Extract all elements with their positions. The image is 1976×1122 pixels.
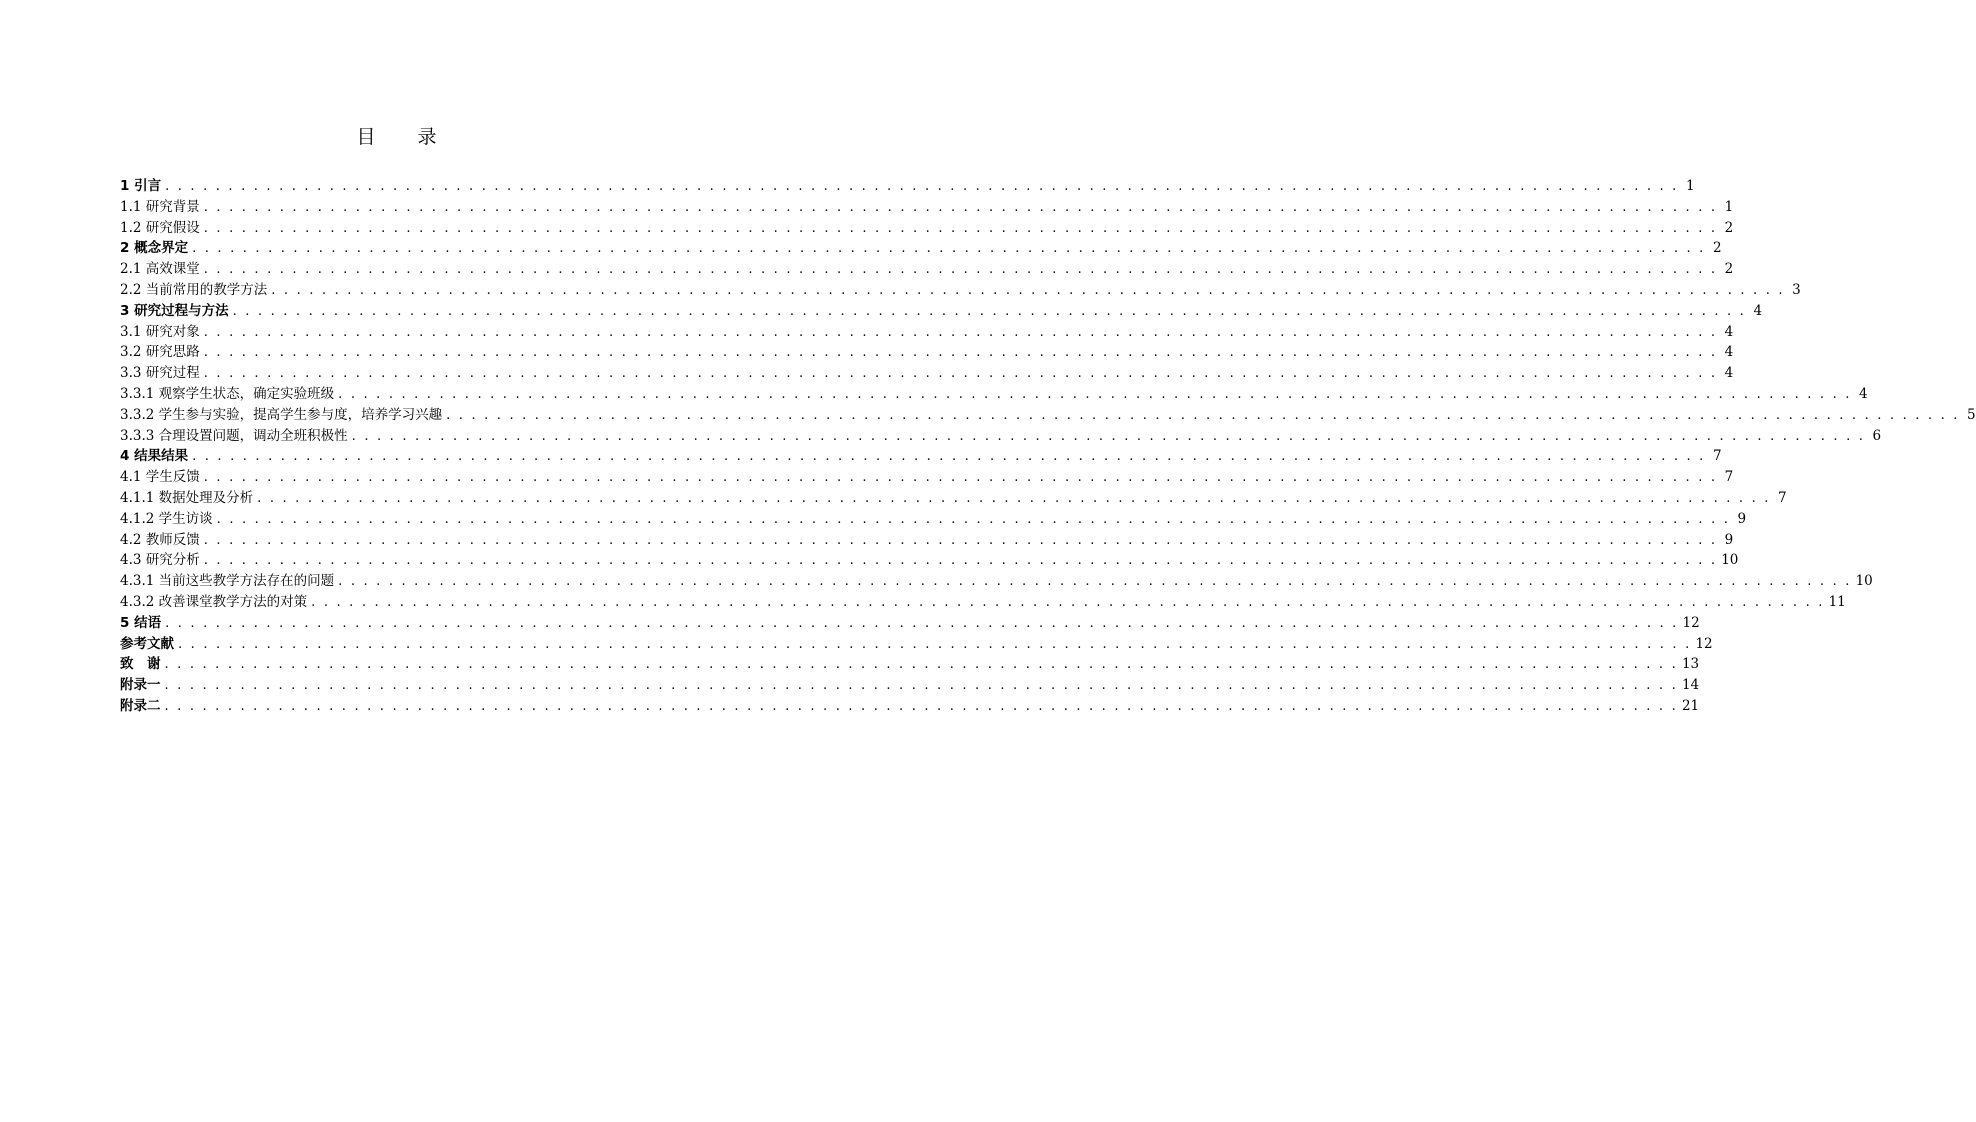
toc-entry-page: 2 (1724, 219, 1734, 236)
toc-entry-page: 7 (1712, 448, 1722, 465)
toc-entry-label: 4.1 学生反馈 (120, 469, 200, 486)
toc-entry-label: 3.2 研究思路 (120, 344, 200, 361)
toc-entry-page: 7 (1778, 489, 1787, 506)
toc-entry[interactable] (120, 467, 1734, 488)
toc-entry[interactable] (120, 446, 1722, 467)
toc-entry-page: 12 (1682, 614, 1700, 631)
toc-entry[interactable] (120, 259, 1734, 280)
toc-leader-dots: . . . . . . . . . . . . . . . . . . . . . . . . . . . . . . . . . . . . . . . . . . . . . . . . . . . . . . . . . . . . . . . . . . . . . . . . . . . . . . . . . . . . . . . . . . . . . . . . . . . . . . . . . . . . . . . . . . . . . . . . (165, 615, 1679, 631)
toc-leader-dots: . . . . . . . . . . . . . . . . . . . . . . . . . . . . . . . . . . . . . . . . . . . . . . . . . . . . . . . . . . . . . . . . . . . . . . . . . . . . . . . . . . . . . . . . . . . . . . . . . . . . . . . . . . . . . . . . . . . . . . . . (203, 553, 1718, 569)
toc-leader-dots: . . . . . . . . . . . . . . . . . . . . . . . . . . . . . . . . . . . . . . . . . . . . . . . . . . . . . . . . . . . . . . . . . . . . . . . . . . . . . . . . . . . . . . . . . . . . . . . . . . . . . . . . . . . . . . . . . . . . . . . . (164, 698, 1678, 714)
toc-entry-label: 2.1 高效课堂 (120, 261, 200, 278)
toc-entry-page: 10 (1855, 573, 1873, 590)
toc-entry-label: 3.3.2 学生参与实验，提高学生参与度，培养学习兴趣 (120, 406, 443, 423)
toc-entry-label: 3 研究过程与方法 (120, 302, 229, 319)
toc-entry-page: 5 (1966, 406, 1976, 423)
toc-entry[interactable] (120, 592, 1846, 613)
toc-entry-page: 2 (1712, 240, 1722, 257)
toc-entry-page: 13 (1681, 656, 1700, 673)
toc-entry-label: 4.3.1 当前这些教学方法存在的问题 (120, 573, 335, 590)
toc-entry-label: 3.3 研究过程 (120, 365, 200, 382)
toc-entry-page: 4 (1724, 365, 1734, 382)
toc-leader-dots: . . . . . . . . . . . . . . . . . . . . . . . . . . . . . . . . . . . . . . . . . . . . . . . . . . . . . . . . . . . . . . . . . . . . . . . . . . . . . . . . . . . . . . . . . . . . . . . . . . . . . . . . . . . . . . . . . . . . . . . . (203, 532, 1718, 548)
toc-leader-dots: . . . . . . . . . . . . . . . . . . . . . . . . . . . . . . . . . . . . . . . . . . . . . . . . . . . . . . . . . . . . . . . . . . . . . . . . . . . . . . . . . . . . . . . . . . . . . . . . . . . . . . . . . . . . . . . . . . . . . . . . (164, 657, 1678, 673)
toc-entry-label: 5 结语 (120, 614, 162, 631)
toc-entry-label: 4.3.2 改善课堂教学方法的对策 (120, 593, 308, 610)
toc-entry-label: 附录一 (120, 677, 161, 694)
toc-entry-label: 4.1.2 学生访谈 (120, 510, 213, 527)
toc-leader-dots: . . . . . . . . . . . . . . . . . . . . . . . . . . . . . . . . . . . . . . . . . . . . . . . . . . . . . . . . . . . . . . . . . . . . . . . . . . . . . . . . . . . . . . . . . . . . . . . . . . . . . . . . . . . . . . . . . . . . . . . . (232, 303, 1747, 319)
toc-entry[interactable] (120, 634, 1713, 655)
toc-entry-label: 1.2 研究假设 (120, 219, 200, 236)
toc-entry[interactable] (120, 571, 1873, 592)
toc-entry[interactable] (120, 613, 1700, 634)
toc-entry-label: 4.2 教师反馈 (120, 531, 200, 548)
toc-entry[interactable] (120, 197, 1734, 218)
toc-entry[interactable] (120, 218, 1734, 239)
toc-entry-page: 4 (1859, 385, 1868, 402)
toc-entry-page: 21 (1681, 697, 1700, 714)
toc-entry-page: 4 (1724, 344, 1734, 361)
title-right: 录 (417, 126, 437, 148)
toc-entry[interactable] (120, 238, 1722, 259)
toc-entry-label: 3.1 研究对象 (120, 323, 200, 340)
toc-leader-dots: . . . . . . . . . . . . . . . . . . . . . . . . . . . . . . . . . . . . . . . . . . . . . . . . . . . . . . . . . . . . . . . . . . . . . . . . . . . . . . . . . . . . . . . . . . . . . . . . . . . . . . . . . . . . . . . . . . . . . . . . (446, 407, 1960, 423)
toc-leader-dots: . . . . . . . . . . . . . . . . . . . . . . . . . . . . . . . . . . . . . . . . . . . . . . . . . . . . . . . . . . . . . . . . . . . . . . . . . . . . . . . . . . . . . . . . . . . . . . . . . . . . . . . . . . . . . . . . . . . . . . . . (257, 490, 1771, 506)
toc-leader-dots: . . . . . . . . . . . . . . . . . . . . . . . . . . . . . . . . . . . . . . . . . . . . . . . . . . . . . . . . . . . . . . . . . . . . . . . . . . . . . . . . . . . . . . . . . . . . . . . . . . . . . . . . . . . . . . . . . . . . . . . . (338, 386, 1852, 402)
toc-entry-page: 1 (1685, 178, 1695, 194)
toc-entry-label: 4.1.1 数据处理及分析 (120, 489, 254, 506)
toc-leader-dots: . . . . . . . . . . . . . . . . . . . . . . . . . . . . . . . . . . . . . . . . . . . . . . . . . . . . . . . . . . . . . . . . . . . . . . . . . . . . . . . . . . . . . . . . . . . . . . . . . . . . . . . . . . . . . . . . . . . . . . . . (203, 262, 1718, 278)
toc-entry[interactable] (120, 675, 1700, 696)
toc-entry-page: 2 (1724, 261, 1734, 278)
toc-leader-dots: . . . . . . . . . . . . . . . . . . . . . . . . . . . . . . . . . . . . . . . . . . . . . . . . . . . . . . . . . . . . . . . . . . . . . . . . . . . . . . . . . . . . . . . . . . . . . . . . . . . . . . . . . . . . . . . . . . . . . . . . (203, 220, 1718, 236)
toc-entry-label: 2.2 当前常用的教学方法 (120, 281, 268, 298)
toc-leader-dots: . . . . . . . . . . . . . . . . . . . . . . . . . . . . . . . . . . . . . . . . . . . . . . . . . . . . . . . . . . . . . . . . . . . . . . . . . . . . . . . . . . . . . . . . . . . . . . . . . . . . . . . . . . . . . . . . . . . . . . . . (203, 324, 1718, 340)
toc-entry-label: 4.3 研究分析 (120, 552, 200, 569)
toc-entry[interactable] (120, 488, 1787, 509)
toc-entry-label: 2 概念界定 (120, 240, 189, 257)
toc-entry[interactable] (120, 363, 1734, 384)
toc-leader-dots: . . . . . . . . . . . . . . . . . . . . . . . . . . . . . . . . . . . . . . . . . . . . . . . . . . . . . . . . . . . . . . . . . . . . . . . . . . . . . . . . . . . . . . . . . . . . . . . . . . . . . . . . . . . . . . . . . . . . . . . . (271, 282, 1785, 298)
toc-leader-dots: . . . . . . . . . . . . . . . . . . . . . . . . . . . . . . . . . . . . . . . . . . . . . . . . . . . . . . . . . . . . . . . . . . . . . . . . . . . . . . . . . . . . . . . . . . . . . . . . . . . . . . . . . . . . . . . . . . . . . . . . (192, 241, 1706, 257)
toc-leader-dots: . . . . . . . . . . . . . . . . . . . . . . . . . . . . . . . . . . . . . . . . . . . . . . . . . . . . . . . . . . . . . . . . . . . . . . . . . . . . . . . . . . . . . . . . . . . . . . . . . . . . . . . . . . . . . . . . . . . . . . . . (203, 199, 1718, 215)
toc-leader-dots: . . . . . . . . . . . . . . . . . . . . . . . . . . . . . . . . . . . . . . . . . . . . . . . . . . . . . . . . . . . . . . . . . . . . . . . . . . . . . . . . . . . . . . . . . . . . . . . . . . . . . . . . . . . . . . . . . . . . . . . . (192, 449, 1706, 465)
toc-entry[interactable] (120, 176, 1695, 197)
toc-entry[interactable] (120, 280, 1801, 301)
toc-entry-label: 参考文献 (120, 635, 174, 652)
toc-entry-page: 7 (1724, 469, 1734, 486)
toc-leader-dots: . . . . . . . . . . . . . . . . . . . . . . . . . . . . . . . . . . . . . . . . . . . . . . . . . . . . . . . . . . . . . . . . . . . . . . . . . . . . . . . . . . . . . . . . . . . . . . . . . . . . . . . . . . . . . . . . . . . . . . . . (165, 179, 1679, 194)
toc-entry-label: 4 结果结果 (120, 448, 189, 465)
toc-entry-page: 4 (1753, 302, 1763, 319)
toc-entry[interactable] (120, 530, 1734, 551)
toc-entry-label: 致 谢 (120, 656, 161, 673)
toc-entry-page: 4 (1724, 323, 1734, 340)
toc-leader-dots: . . . . . . . . . . . . . . . . . . . . . . . . . . . . . . . . . . . . . . . . . . . . . . . . . . . . . . . . . . . . . . . . . . . . . . . . . . . . . . . . . . . . . . . . . . . . . . . . . . . . . . . . . . . . . . . . . . . . . . . . (178, 636, 1692, 652)
toc-leader-dots: . . . . . . . . . . . . . . . . . . . . . . . . . . . . . . . . . . . . . . . . . . . . . . . . . . . . . . . . . . . . . . . . . . . . . . . . . . . . . . . . . . . . . . . . . . . . . . . . . . . . . . . . . . . . . . . . . . . . . . . . (203, 470, 1718, 486)
toc-entry-page: 6 (1872, 427, 1882, 444)
toc-entry-label: 3.3.1 观察学生状态，确定实验班级 (120, 385, 335, 402)
toc-leader-dots: . . . . . . . . . . . . . . . . . . . . . . . . . . . . . . . . . . . . . . . . . . . . . . . . . . . . . . . . . . . . . . . . . . . . . . . . . . . . . . . . . . . . . . . . . . . . . . . . . . . . . . . . . . . . . . . . . . . . . . . . (311, 594, 1825, 610)
toc-entry-page: 9 (1737, 510, 1747, 527)
toc-entry-page: 12 (1695, 635, 1713, 652)
title-left: 目 (356, 126, 376, 148)
page-title (0, 122, 793, 149)
toc-leader-dots: . . . . . . . . . . . . . . . . . . . . . . . . . . . . . . . . . . . . . . . . . . . . . . . . . . . . . . . . . . . . . . . . . . . . . . . . . . . . . . . . . . . . . . . . . . . . . . . . . . . . . . . . . . . . . . . . . . . . . . . . (203, 345, 1718, 361)
toc-entry-page: 14 (1681, 677, 1700, 694)
toc-entry[interactable] (120, 342, 1734, 363)
toc-entry[interactable] (120, 384, 1868, 405)
toc-entry[interactable] (120, 654, 1700, 675)
table-of-contents (120, 176, 1976, 717)
toc-entry[interactable] (120, 301, 1763, 322)
toc-entry-label: 3.3.3 合理设置问题，调动全班积极性 (120, 427, 348, 444)
toc-leader-dots: . . . . . . . . . . . . . . . . . . . . . . . . . . . . . . . . . . . . . . . . . . . . . . . . . . . . . . . . . . . . . . . . . . . . . . . . . . . . . . . . . . . . . . . . . . . . . . . . . . . . . . . . . . . . . . . . . . . . . . . . (338, 574, 1852, 590)
toc-entry-page: 1 (1724, 198, 1734, 215)
toc-leader-dots: . . . . . . . . . . . . . . . . . . . . . . . . . . . . . . . . . . . . . . . . . . . . . . . . . . . . . . . . . . . . . . . . . . . . . . . . . . . . . . . . . . . . . . . . . . . . . . . . . . . . . . . . . . . . . . . . . . . . . . . . (164, 678, 1678, 694)
toc-entry-page: 11 (1828, 593, 1846, 610)
toc-leader-dots: . . . . . . . . . . . . . . . . . . . . . . . . . . . . . . . . . . . . . . . . . . . . . . . . . . . . . . . . . . . . . . . . . . . . . . . . . . . . . . . . . . . . . . . . . . . . . . . . . . . . . . . . . . . . . . . . . . . . . . . . (216, 511, 1731, 527)
toc-entry[interactable] (120, 426, 1882, 447)
toc-entry-page: 10 (1721, 552, 1739, 569)
toc-entry-label: 1 引言 (120, 178, 162, 194)
toc-entry-page: 9 (1724, 531, 1734, 548)
toc-entry[interactable] (120, 405, 1976, 426)
toc-entry-page: 3 (1792, 281, 1801, 298)
toc-entry-label: 附录二 (120, 697, 161, 714)
toc-entry-label: 1.1 研究背景 (120, 198, 200, 215)
toc-entry[interactable] (120, 696, 1700, 717)
toc-entry[interactable] (120, 509, 1747, 530)
toc-leader-dots: . . . . . . . . . . . . . . . . . . . . . . . . . . . . . . . . . . . . . . . . . . . . . . . . . . . . . . . . . . . . . . . . . . . . . . . . . . . . . . . . . . . . . . . . . . . . . . . . . . . . . . . . . . . . . . . . . . . . . . . . (203, 366, 1718, 382)
toc-entry[interactable] (120, 322, 1734, 343)
toc-leader-dots: . . . . . . . . . . . . . . . . . . . . . . . . . . . . . . . . . . . . . . . . . . . . . . . . . . . . . . . . . . . . . . . . . . . . . . . . . . . . . . . . . . . . . . . . . . . . . . . . . . . . . . . . . . . . . . . . . . . . . . . . (351, 428, 1866, 444)
toc-entry[interactable] (120, 550, 1739, 571)
